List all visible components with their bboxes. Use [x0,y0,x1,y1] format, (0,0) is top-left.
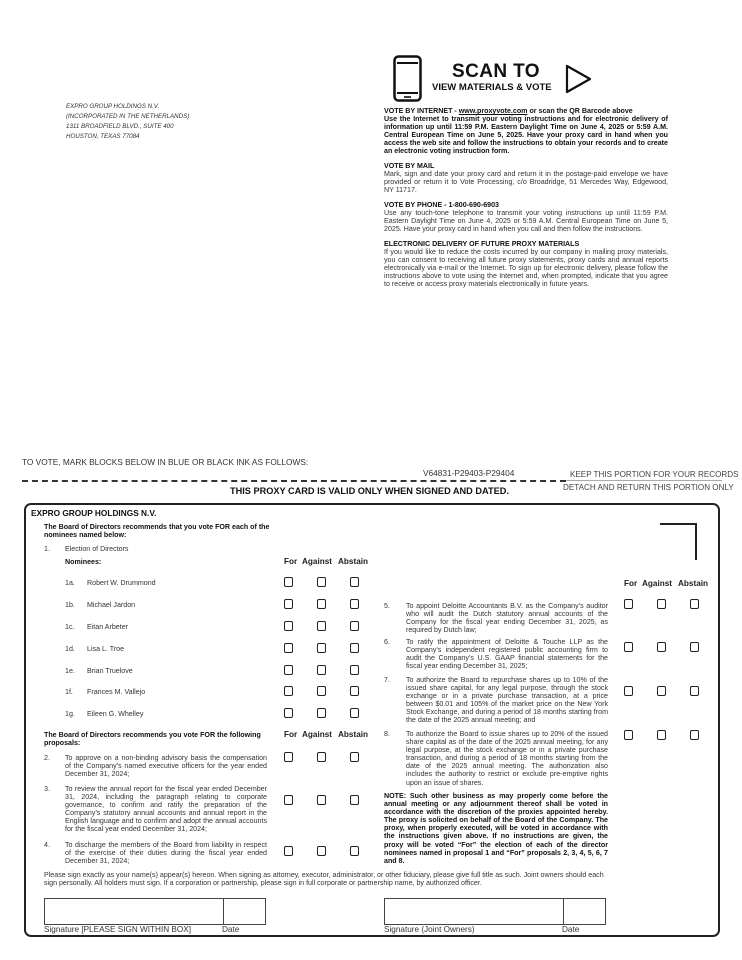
detach-portion-label: DETACH AND RETURN THIS PORTION ONLY [563,483,734,492]
proposal-3-for-checkbox[interactable] [284,795,293,805]
proposal-8-for-checkbox[interactable] [624,730,633,740]
vote-by-mail-section [384,162,668,194]
nominee-code: 1c. [65,623,75,631]
scan-subtitle: VIEW MATERIALS & VOTE [432,82,552,93]
nominee-1c-abstain-checkbox[interactable] [350,621,359,631]
board-recommendation-nominees: The Board of Directors recommends that you vote FOR each of the nominees named below: [44,523,270,540]
nominee-1f-abstain-checkbox[interactable] [350,686,359,696]
nominee-name: Michael Jardon [87,601,136,609]
company-address [66,102,189,142]
nominee-1b-abstain-checkbox[interactable] [350,599,359,609]
vote-by-mail-title: VOTE BY MAIL [384,162,435,170]
company-name: EXPRO GROUP HOLDINGS N.V. [66,103,160,110]
proposal-num: 4. [44,841,50,849]
play-arrow-icon [565,64,592,94]
card-id: V64831-P29403-P29404 [423,468,515,478]
nominee-1a-for-checkbox[interactable] [284,577,293,587]
nominees-label: Nominees: [65,558,102,566]
electronic-delivery-section [384,240,668,289]
column-abstain: Abstain [338,557,369,566]
nominee-1b-against-checkbox[interactable] [317,599,326,609]
proposal-2-against-checkbox[interactable] [317,752,326,762]
proposal-4-against-checkbox[interactable] [317,846,326,856]
vote-by-internet-text: Use the Internet to transmit your voting instructions and for electronic delivery of information up until 11:59 P.M. Eastern Daylight Time on June 4, 2025 or 5:59 A.M. Central European Time on June 5, 2025. Have your proxy card in hand when you access the web site and follow the instructions to obtain your records and to create an electronic voting instruction form. [384,115,668,156]
proposal-4-for-checkbox[interactable] [284,846,293,856]
company-address-line2: HOUSTON, TEXAS 77084 [66,133,140,140]
nominee-code: 1e. [65,667,75,675]
column-against: Against [302,557,333,566]
nominee-code: 1d. [65,645,75,653]
date-label: Date [222,925,240,934]
nominee-1e-for-checkbox[interactable] [284,665,293,675]
nominee-1f-for-checkbox[interactable] [284,686,293,696]
proxy-note: NOTE: Such other business as may properly come before the annual meeting or any adjournment thereof shall be voted in accordance with the discretion of the proxies appointed hereby. The proxy is solicited on behalf of the Board of the Company. The proxy, when properly executed, will be voted in accordance with the instructions given above. If no instructions are given, the proxy will be voted “For” the election of each of the director nominees named in proposal 1 and “For” proposals 2, 3, 4, 5, 6, 7 and 8. [384,792,608,865]
proposal-text: To authorize the Board to repurchase shares up to 10% of the issued share capital, for any legal purpose, through the stock exchange or in a private purchase transaction, at a price between $0.01 and 105% of the market price on the New York Stock Exchange, and during a period of 18 months starting from the date of the 2025 annual meeting; and [406,676,608,725]
vote-by-internet-prefix: VOTE BY INTERNET - [384,107,459,115]
company-address-line1: 1311 BROADFIELD BLVD., SUITE 400 [66,123,174,130]
proposal-num: 8. [384,730,390,738]
card-company-name: EXPRO GROUP HOLDINGS N.V. [31,508,157,518]
proposal-text: To approve on a non-binding advisory basis the compensation of the Company’s named executive officers for the year ended December 31, 2024; [65,754,267,779]
proposal-text: To review the annual report for the fiscal year ended December 31, 2024, including the paragraph relating to corporate governance, to confirm and ratify the preparation of the Company’s statutory annual accounts and annual report in the English language and to confirm and adopt the annual accounts for the fiscal year ended December 31, 2024; [65,785,267,834]
nominee-1c-against-checkbox[interactable] [317,621,326,631]
nominee-name: Eileen G. Whelley [87,710,144,718]
proposal-8-against-checkbox[interactable] [657,730,666,740]
nominee-code: 1g. [65,710,75,718]
board-recommendation-proposals: The Board of Directors recommends you vote FOR the following proposals: [44,731,261,748]
sign-instructions: Please sign exactly as your name(s) appear(s) hereon. When signing as attorney, executor, administrator, or other fiduciary, please give full title as such. Joint owners should each sign personally. All holders must sign. If a corporation or partnership, please sign in full corporate or partnership name, by authorized officer. [44,871,604,888]
nominee-name: Brian Truelove [87,667,133,675]
nominee-code: 1f. [65,688,73,696]
nominee-1d-abstain-checkbox[interactable] [350,643,359,653]
election-num: 1. [44,545,50,553]
nominee-1a-against-checkbox[interactable] [317,577,326,587]
proposal-text: To ratify the appointment of Deloitte & Touche LLP as the Company’s independent registered public accounting firm to audit the Company’s U.S. GAAP financial statements for the fiscal year ending December 31, 2025; [406,638,608,671]
joint-date-label: Date [562,925,580,934]
scan-title: SCAN TO [452,61,540,82]
proposal-5-abstain-checkbox[interactable] [690,599,699,609]
proposal-8-abstain-checkbox[interactable] [690,730,699,740]
column-against: Against [302,730,333,739]
smartphone-icon [393,55,422,102]
nominee-1f-against-checkbox[interactable] [317,686,326,696]
proposal-2-abstain-checkbox[interactable] [350,752,359,762]
column-for: For [284,730,298,739]
nominee-code: 1a. [65,579,75,587]
nominee-name: Robert W. Drummond [87,579,156,587]
nominee-name: Lisa L. Troe [87,645,125,653]
detach-dashed-line [22,480,566,482]
nominee-name: Eitan Arbeter [87,623,129,631]
proposal-7-against-checkbox[interactable] [657,686,666,696]
electronic-delivery-title: ELECTRONIC DELIVERY OF FUTURE PROXY MATERIALS [384,240,580,248]
nominee-1b-for-checkbox[interactable] [284,599,293,609]
proposal-5-against-checkbox[interactable] [657,599,666,609]
proposal-3-against-checkbox[interactable] [317,795,326,805]
joint-signature-label: Signature (Joint Owners) [384,925,475,934]
proposal-6-abstain-checkbox[interactable] [690,642,699,652]
nominee-name: Frances M. Vallejo [87,688,146,696]
vote-by-phone-title: VOTE BY PHONE - 1-800-690-6903 [384,201,499,209]
nominee-1g-against-checkbox[interactable] [317,708,326,718]
keep-portion-label: KEEP THIS PORTION FOR YOUR RECORDS [570,470,739,479]
vote-by-internet-suffix: or scan the QR Barcode above [527,107,633,115]
nominee-1e-against-checkbox[interactable] [317,665,326,675]
nominee-1d-against-checkbox[interactable] [317,643,326,653]
proposal-text: To discharge the members of the Board from liability in respect of the exercise of their duties during the fiscal year ended December 31, 2024; [65,841,267,866]
proposal-num: 5. [384,602,390,610]
nominee-1c-for-checkbox[interactable] [284,621,293,631]
vote-by-phone-section [384,201,668,233]
proposal-6-for-checkbox[interactable] [624,642,633,652]
date-box[interactable] [223,898,266,925]
vote-by-phone-text: Use any touch-tone telephone to transmit your voting instructions up until 11:59 P.M. Eastern Daylight Time on June 4, 2025 or 5:59 A.M. Central European Time on June 5, 2025. Have your proxy card in hand when you call and then follow the instructions. [384,209,668,234]
proposal-num: 3. [44,785,50,793]
nominee-1g-for-checkbox[interactable] [284,708,293,718]
column-against: Against [642,579,673,588]
electronic-delivery-text: If you would like to reduce the costs incurred by our company in mailing proxy materials, you can consent to receiving all future proxy statements, proxy cards and annual reports electronically via e-mail or the Internet. To sign up for electronic delivery, please follow the instructions above to vote using the Internet and, when prompted, indicate that you agree to receive or access proxy materials electronically in future years. [384,248,668,289]
proposal-6-against-checkbox[interactable] [657,642,666,652]
detach-line-right [566,480,722,481]
signature-box[interactable] [44,898,224,925]
nominee-1d-for-checkbox[interactable] [284,643,293,653]
nominee-1g-abstain-checkbox[interactable] [350,708,359,718]
signature-label: Signature [PLEASE SIGN WITHIN BOX] [44,925,191,934]
column-for: For [624,579,638,588]
proposal-num: 2. [44,754,50,762]
proposal-3-abstain-checkbox[interactable] [350,795,359,805]
valid-notice: THIS PROXY CARD IS VALID ONLY WHEN SIGNED AND DATED. [230,486,509,496]
proposal-5-for-checkbox[interactable] [624,599,633,609]
vote-by-mail-text: Mark, sign and date your proxy card and return it in the postage-paid envelope we have provided or return it to Vote Processing, c/o Broadridge, 51 Mercedes Way, Edgewood, NY 11717. [384,170,668,195]
proposal-7-abstain-checkbox[interactable] [690,686,699,696]
joint-signature-box[interactable] [384,898,564,925]
column-abstain: Abstain [678,579,709,588]
nominee-code: 1b. [65,601,75,609]
proposal-text: To appoint Deloitte Accountants B.V. as the Company’s auditor who will audit the Dutch statutory annual accounts of the Company for the fiscal year ending December 31, 2025, as required by Dutch law; [406,602,608,635]
proposal-4-abstain-checkbox[interactable] [350,846,359,856]
proposal-2-for-checkbox[interactable] [284,752,293,762]
registration-corner-mark [660,523,697,560]
nominee-1e-abstain-checkbox[interactable] [350,665,359,675]
proxyvote-link[interactable]: www.proxyvote.com [458,107,528,115]
mark-instructions: TO VOTE, MARK BLOCKS BELOW IN BLUE OR BLACK INK AS FOLLOWS: [22,457,309,467]
column-for: For [284,557,298,566]
joint-date-box[interactable] [563,898,606,925]
vote-by-internet-section [384,107,668,156]
nominee-1a-abstain-checkbox[interactable] [350,577,359,587]
election-label: Election of Directors [65,545,129,553]
proposal-7-for-checkbox[interactable] [624,686,633,696]
company-incorporated: (INCORPORATED IN THE NETHERLANDS) [66,113,190,120]
column-abstain: Abstain [338,730,369,739]
proposal-num: 7. [384,676,390,684]
proposal-num: 6. [384,638,390,646]
proposal-text: To authorize the Board to issue shares up to 20% of the issued share capital as of the date of the 2025 annual meeting, for any legal purpose, at the stock exchange or in a private purchase transaction, and during a period of 18 months starting from the date of the 2025 annual meeting. The authorization also includes the authority to restrict or exclude pre-emptive rights upon an issue of shares. [406,730,608,787]
